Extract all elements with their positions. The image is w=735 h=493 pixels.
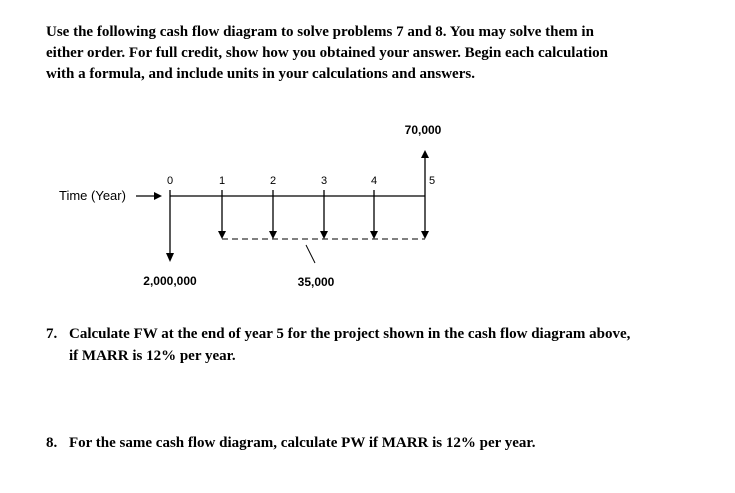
- outflow-arrowhead-year-2: [269, 231, 277, 239]
- question-7-line-2: if MARR is 12% per year.: [69, 348, 236, 364]
- instructions-line-1: Use the following cash flow diagram to solve problems 7 and 8. You may solve them in: [46, 24, 594, 40]
- instructions-line-3: with a formula, and include units in your calculations and answers.: [46, 66, 475, 82]
- inflow-label: 70,000: [404, 123, 442, 137]
- annual-cost-label: 35,000: [297, 275, 335, 289]
- axis-label: Time (Year): [59, 188, 126, 203]
- period-label-4: 4: [370, 175, 378, 187]
- period-label-1: 1: [218, 175, 226, 187]
- outflow-arrowhead-year-3: [320, 231, 328, 239]
- question-7: [46, 323, 706, 367]
- question-8-line-1: For the same cash flow diagram, calculate PW if MARR is 12% per year.: [69, 435, 536, 451]
- initial-cost-label: 2,000,000: [143, 274, 197, 288]
- annual-label-leader: [306, 245, 315, 263]
- outflow-arrowhead-year-1: [218, 231, 226, 239]
- outflow-arrowhead-year-4: [370, 231, 378, 239]
- period-label-0: 0: [166, 175, 174, 187]
- instructions-line-2: either order. For full credit, show how you obtained your answer. Begin each calculation: [46, 45, 608, 61]
- question-8-number: 8.: [46, 435, 58, 451]
- period-label-2: 2: [269, 175, 277, 187]
- question-7-line-1: Calculate FW at the end of year 5 for the project shown in the cash flow diagram above,: [69, 326, 631, 342]
- period-label-5: 5: [428, 175, 436, 187]
- period-label-3: 3: [320, 175, 328, 187]
- inflow-arrowhead-year-5: [421, 150, 429, 158]
- axis-label-arrowhead: [154, 192, 162, 200]
- outflow-arrowhead-year-5: [421, 231, 429, 239]
- question-7-number: 7.: [46, 326, 58, 342]
- question-8: [46, 432, 706, 454]
- outflow-arrowhead-year-0: [166, 253, 174, 262]
